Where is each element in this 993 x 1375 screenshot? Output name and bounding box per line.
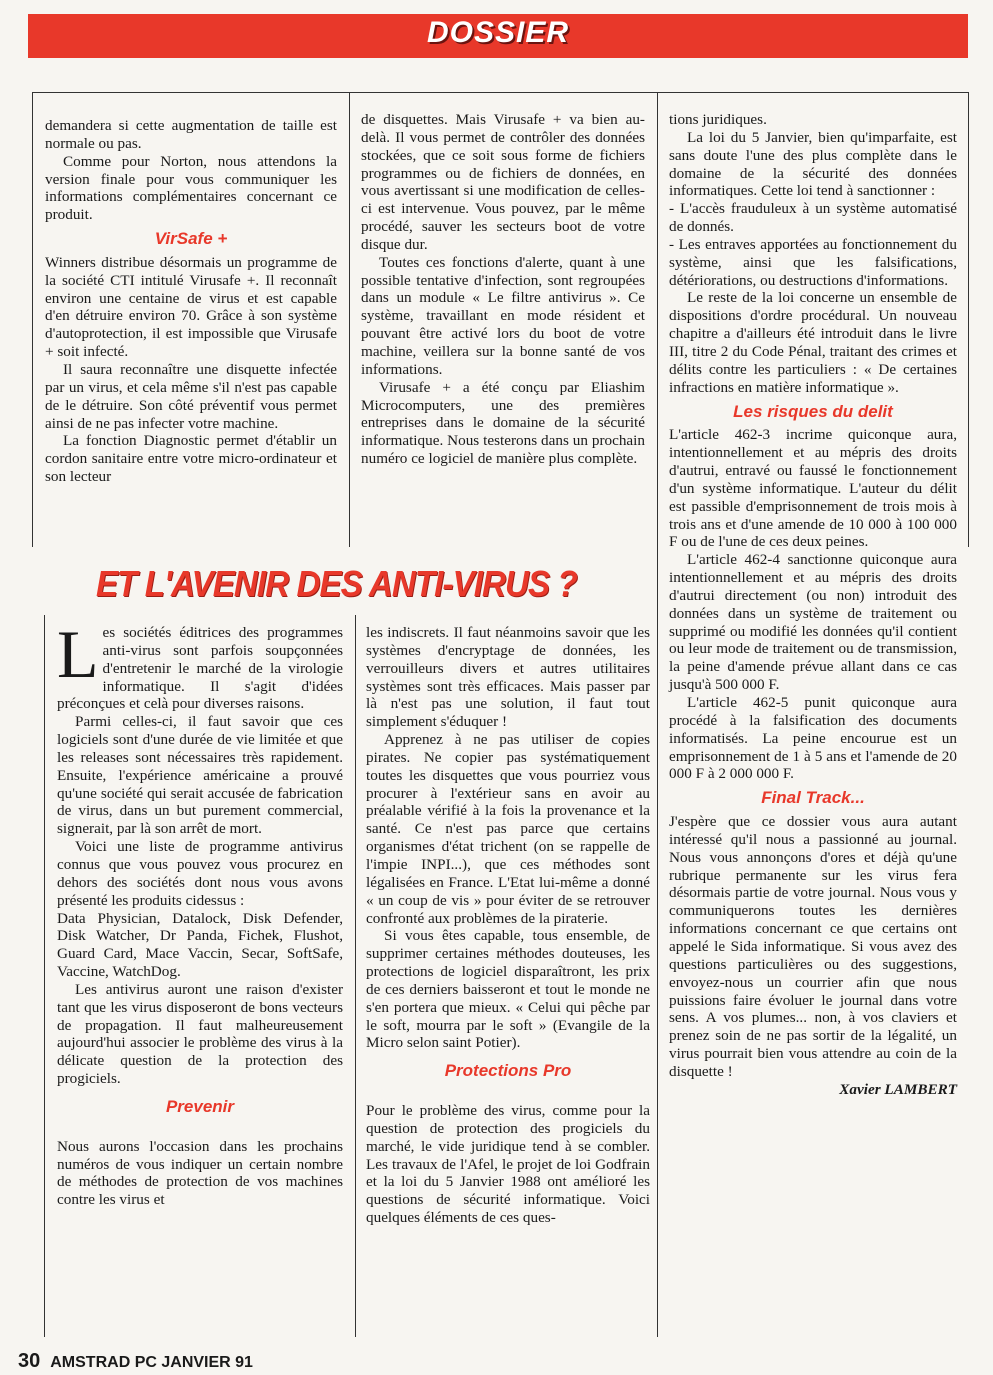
paragraph: Voici une liste de programme antivirus connus que vous pouvez vous procurez en dehors des sociétés dont nous vous avons présenté les produits cidessus :: [57, 838, 343, 909]
article-column-5: [366, 624, 650, 1227]
author-signature: Xavier LAMBERT: [839, 1080, 957, 1098]
drop-cap: L: [57, 616, 99, 692]
paragraph: Nous aurons l'occasion dans les prochains numéros de vous indiquer un certain nombre de méthodes de protection de vos machines contre les virus et: [57, 1137, 343, 1209]
column-rule-top-left: [32, 92, 33, 547]
section-heading-prevenir: Prevenir: [165, 1096, 235, 1116]
paragraph: Le reste de la loi concerne un ensemble de dispositions d'ordre procédural. Un nouveau chapitre a d'ailleurs été introduit dans le livre III, titre 2 du Code Pénal, traitant des crimes et délits contre les particuliers : « De certaines infractions en matière informatique ».: [669, 289, 957, 396]
column-rule-top-mid2: [657, 92, 658, 547]
column-rule-bottom-mid2: [657, 547, 658, 1337]
paragraph: Toutes ces fonctions d'alerte, quant à une possible tentative d'infection, sont regroupées dans un module « Le filtre antivirus ». Ce système, travaillant en mode résident et pouvant être activé lors du boot de votre machine, veillera sur la bonne santé de vos informations.: [361, 253, 645, 378]
article-column-3: [669, 111, 957, 1099]
section-heading-final-track: Final Track...: [761, 788, 865, 808]
paragraph: Comme pour Norton, nous attendons la version finale pour vous communiquer les informations complémentaires concernant ce produit.: [45, 152, 337, 224]
article-column-4: [57, 616, 343, 1209]
paragraph: les indiscrets. Il faut néanmoins savoir que les systèmes d'encryptage de données, les verrouilleurs divers et autres utilitaires systèmes sont très efficaces. Mais passer par là n'est pas une solution, il faut tout simplement s'éduquer !: [366, 624, 650, 731]
paragraph: tions juridiques.: [669, 111, 767, 128]
paragraph: Il saura reconnaître une disquette infectée par un virus, et cela même s'il n'est pas capable de le détruire. Son côté préventif vous permet ainsi de ne pas infecter votre machine.: [45, 360, 337, 432]
paragraph: L'article 462-4 sanctionne quiconque aura intentionnellement et au mépris des droits d'autrui directement (ou non) introduit des données dans un système de traitement ou supprimé ou modifié les données qu'il contient ou leur mode de traitement ou de transmission, la peine d'amende prévue allant dans ce cas jusqu'à 500 000 F.: [669, 551, 957, 694]
section-heading-protections-pro: Protections Pro: [444, 1061, 572, 1081]
article-column-1: [45, 117, 337, 486]
paragraph-text: es sociétés éditrices des programmes anti-virus sont parfois soupçonnées d'entretenir le marché de la virologie informatique. Il s'agit d'idées préconçues et celà pour diverses raisons.: [57, 624, 343, 713]
paragraph: Parmi celles-ci, il faut savoir que ces logiciels sont d'une durée de vie limitée et que les releases sont nécessaires très rapidement. Ensuite, l'expérience américaine a prouvé qu'une société qui serait accusée de fabrication de virus, dans un but purement commercial, signerait, par là son arrêt de mort.: [57, 713, 343, 838]
paragraph: L'article 462-3 incrime quiconque aura, intentionnellement et au mépris des droits d'autrui, entravé ou faussé le fonctionnement d'un système informatique. L'auteur du délit est passible d'emprisonnement de trois mois à trois ans et d'une amende de 10 000 à 100 000 F ou de l'une de ces deux peines.: [669, 426, 957, 551]
article-column-2: [361, 111, 645, 468]
paragraph: demandera si cette augmentation de taille est normale ou pas.: [45, 117, 337, 152]
publication-name: AMSTRAD PC JANVIER 91: [50, 1354, 253, 1371]
paragraph: Apprenez à ne pas utiliser de copies pirates. Ne copier pas systématiquement toutes les disquettes que vous pourriez vous procurer à l'extérieur sans en avoir au préalable vérifié à la fois la provenance et la santé. Ce n'est pas parce que certains organismes d'état trichent (on se rappelle de l'impie INPI...), que ces méthodes sont légalisées en France. L'Etat lui-même a donné « un coup de vis » pour éviter de se retrouver confronté aux problèmes de la piraterie.: [366, 731, 650, 927]
paragraph: Virusafe + a été conçu par Eliashim Microcomputers, une des premières entreprises dans le domaine de la sécurité informatique. Nous testerons dans un prochain numéro ce logiciel de manière plus complète.: [361, 378, 645, 468]
paragraph: Pour le problème des virus, comme pour la question de protection des progiciels du marché, le vide juridique tend à se combler. Les travaux de l'Afel, le projet de loi Godfrain et la loi du 5 Janvier 1988 ont amélioré les questions de sécurité informatique. Voici quelques éléments de ces ques-: [366, 1102, 650, 1227]
paragraph: La loi du 5 Janvier, bien qu'imparfaite, est sans doute l'une des plus complète dans le domaine de la sécurité des données informatiques. Cette loi tend à sanctionner :: [669, 128, 957, 200]
paragraph: La fonction Diagnostic permet d'établir un cordon sanitaire entre votre micro-ordinateur et son lecteur: [45, 432, 337, 486]
paragraph: [57, 616, 343, 713]
page-number: 30: [18, 1350, 41, 1372]
paragraph: Winners distribue désormais un programme de la société CTI intitulé Virusafe +. Il reconnaît environ une centaine de virus et est capable d'en détruire environ 70. Grâce à son système d'autoprotection, il est impossible que Virusafe + soit infecté.: [45, 253, 337, 361]
column-rule-top-right: [968, 92, 969, 547]
top-frame-rule: [32, 92, 968, 93]
paragraph: - Les entraves apportées au fonctionnement du système, ainsi que les falsifications, détériorations, ou destructions d'informations.: [669, 235, 957, 289]
section-heading-virsafe: VirSafe +: [154, 229, 228, 249]
paragraph: Si vous êtes capable, tous ensemble, de supprimer certaines méthodes douteuses, les protections de logiciel disparaîtront, les prix de ces derniers baisseront et tout le monde ne s'en portera que mieux. « Celui qui pêche par le soft, mourra par le soft » (Evangile de la Micro selon saint Potier).: [366, 927, 650, 1052]
paragraph: - L'accès frauduleux à un système automatisé de donnés.: [669, 200, 957, 236]
paragraph: Data Physician, Datalock, Disk Defender, Disk Watcher, Dr Panda, Fichek, Flushot, Guard Card, Mace Vaccin, Secar, SoftSafe, Vaccine, WatchDog.: [57, 909, 343, 981]
paragraph: Les antivirus auront une raison d'exister tant que les virus disposeront de bons vecteurs de propagation. Il faut malheureusement aujourd'hui associer le problème des virus à la délicate question de la protection des progiciels.: [57, 980, 343, 1088]
paragraph: L'article 462-5 punit quiconque aura procédé à la falsification des documents informatisés. La peine encourue est un emprisonnement de 1 à 5 ans et l'amende de 20 000 F à 2 000 000 F.: [669, 694, 957, 783]
article-headline: ET L'AVENIR DES ANTI-VIRUS ?: [96, 563, 577, 604]
column-rule-bottom-left: [44, 615, 45, 1337]
section-heading-risques: Les risques du delit: [733, 401, 893, 421]
column-rule-top-mid1: [349, 92, 350, 547]
banner-title: DOSSIER: [426, 16, 570, 49]
paragraph: J'espère que ce dossier vous aura autant intéressé qu'il nous a passionné au journal. Nous vous annonçons d'ores et déjà qu'une rubrique permanente sur les virus fera désormais partie de votre journal. Nous vous y communiquerons toutes les dernières informations concernant ce que certains ont appelé le Sida informatique. Si vous avez des questions particulières ou des suggestions, envoyez-nous un courrier afin que nous puissions faire évoluer le journal dans votre sens. A vos plumes... non, à vos claviers et prenez soin de ne pas sortir de la légalité, un virus pourrait bien vous attendre au coin de la disquette !: [669, 813, 957, 1080]
paragraph: de disquettes. Mais Virusafe + va bien au-delà. Il vous permet de contrôler des données stockées, que ce soit sous forme de fichiers programmes ou de fichiers de données, en vous avertissant si une modification de celles-ci est intervenue. Vous pouvez, par le même procédé, sauver les secteurs boot de votre disque dur.: [361, 111, 645, 253]
column-rule-bottom-mid1: [355, 615, 356, 1337]
page-footer: [18, 1350, 253, 1373]
dossier-banner: [28, 14, 968, 58]
